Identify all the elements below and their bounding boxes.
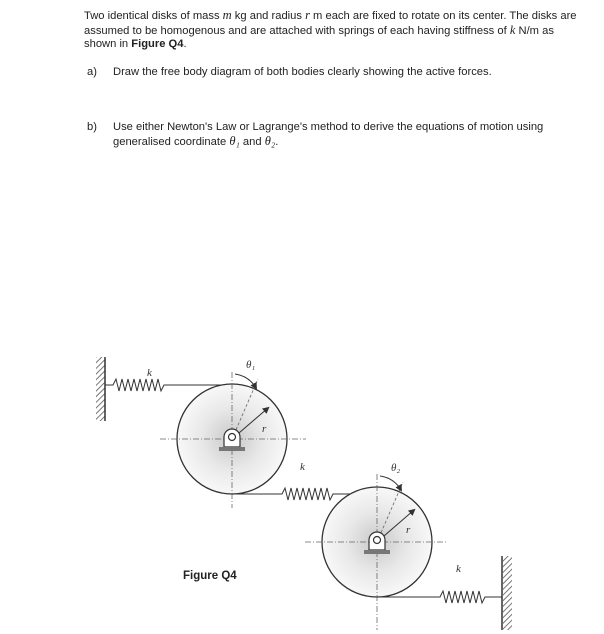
intro-text: m each are fixed to rotate on its center. The disks are assumed to be homogenous and are attached with springs of each having stiffness of — [84, 10, 577, 37]
radius1-label: r — [262, 423, 267, 435]
figure-reference: Figure Q4 — [131, 38, 184, 50]
theta2-symbol: θ₂ — [264, 133, 276, 148]
question-a-label: a) — [87, 66, 97, 78]
spring-middle-label: k — [300, 461, 305, 473]
question-b-text-part: . — [275, 135, 279, 148]
intro-text: N/m as shown in — [84, 24, 554, 50]
disk-1 — [160, 372, 306, 508]
theta1-label: θ₁ — [246, 359, 256, 371]
mass-symbol: m — [222, 8, 232, 22]
intro-text: Two identical disks of mass — [84, 10, 223, 22]
right-wall — [502, 556, 512, 630]
radius2-label: r — [406, 524, 411, 536]
figure-caption: Figure Q4 — [183, 570, 237, 582]
question-b-label: b) — [87, 121, 97, 133]
intro-text: kg and radius — [231, 10, 306, 22]
question-b-text-part: generalised coordinate — [113, 135, 230, 148]
stiffness-symbol: k — [509, 22, 516, 37]
spring-left-label: k — [147, 367, 152, 379]
theta1-symbol: θ₁ — [229, 133, 240, 148]
question-a-text: Draw the free body diagram of both bodies clearly showing the active forces. — [113, 66, 492, 78]
left-wall — [96, 357, 105, 421]
question-b-text-part: and — [239, 135, 265, 148]
question-b-line1: Use either Newton's Law or Lagrange's method to derive the equations of motion using — [113, 121, 544, 133]
spring-right-label: k — [456, 563, 461, 575]
radius-symbol: r — [305, 8, 310, 22]
disk-2 — [305, 474, 448, 630]
intro-text: . — [183, 38, 187, 50]
theta2-label: θ₂ — [391, 462, 401, 474]
